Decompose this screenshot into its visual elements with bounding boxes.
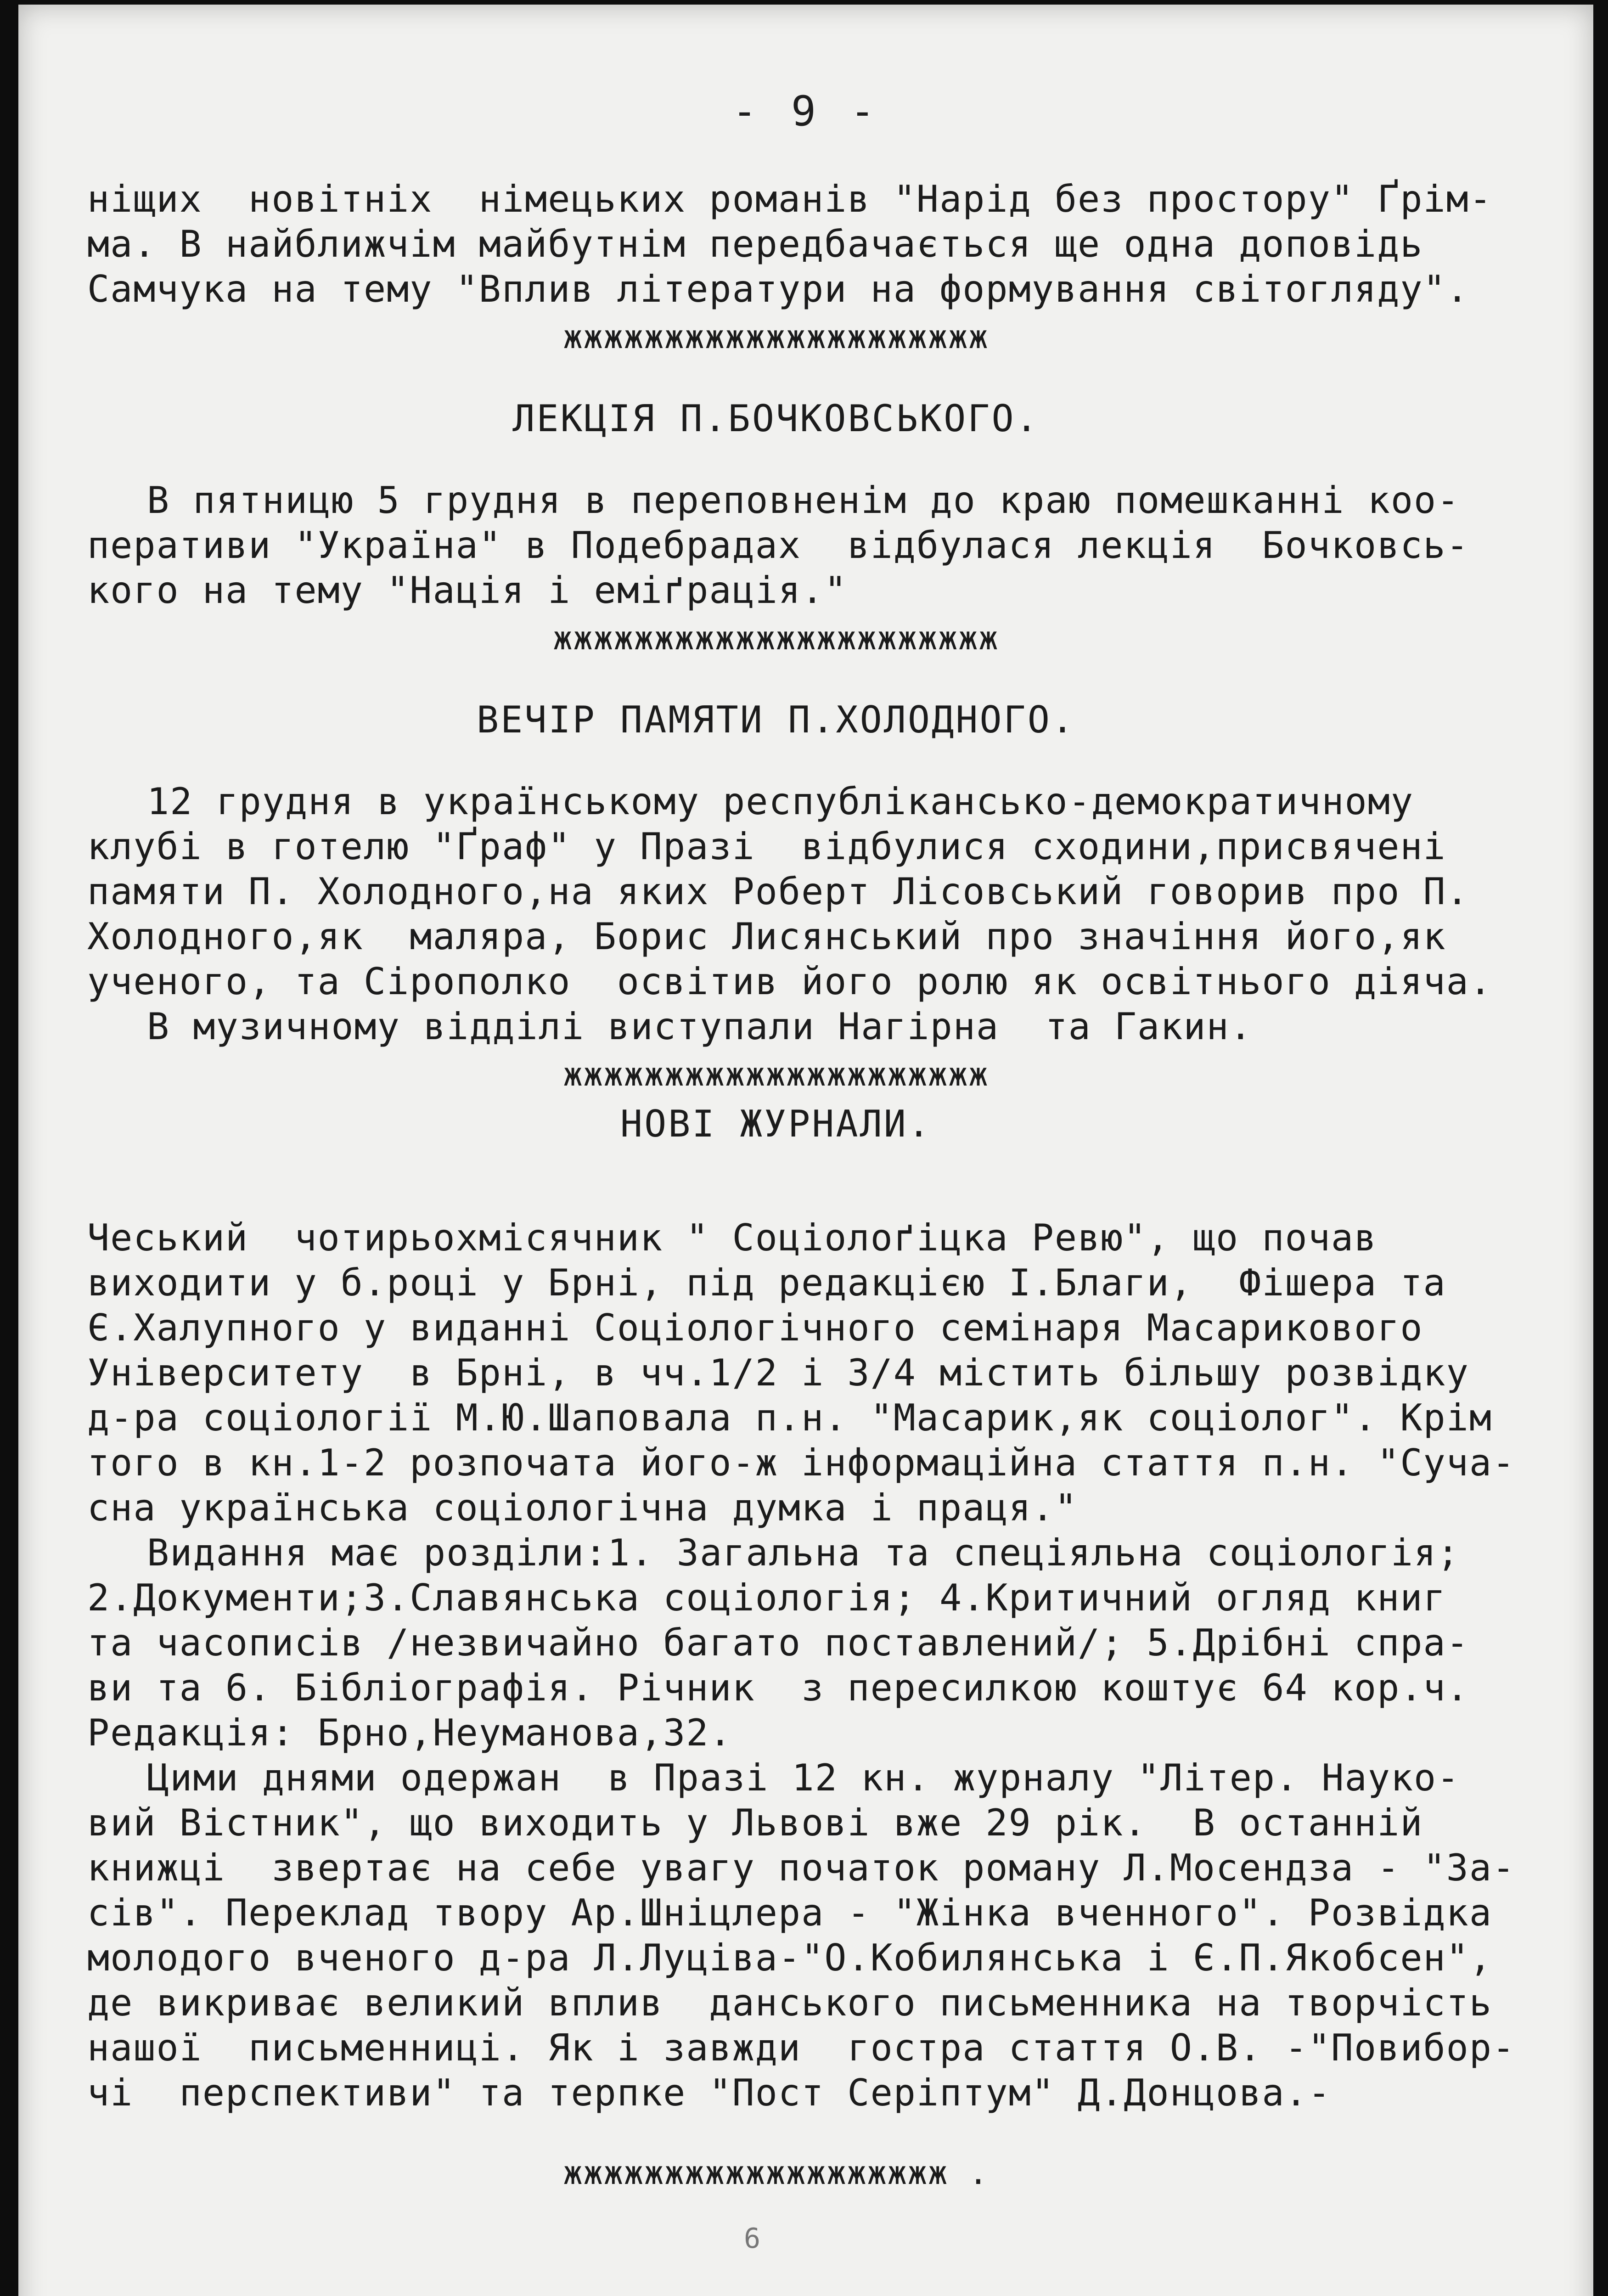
separator: жжжжжжжжжжжжжжжжжжж . (563, 2154, 989, 2192)
text-line: ма. В найближчім майбутнім передбачається ще одна доповідь (87, 223, 1423, 265)
text-line: та часописів /незвичайно багато поставлений/; 5.Дрібні спра- (87, 1621, 1469, 1664)
separator: жжжжжжжжжжжжжжжжжжжжжж (553, 619, 999, 657)
text-line: перативи "Україна" в Подебрадах відбулася лекція Бочковсь- (87, 524, 1469, 567)
text-line: кого на тему "Нація і еміґрація." (87, 569, 848, 612)
text-line: сів". Переклад твору Ар.Шніцлера - "Жінка вченного". Розвідка (87, 1891, 1493, 1934)
text-line: клубі в готелю "Ґраф" у Празі відбулися сходини,присвячені (87, 825, 1446, 868)
text-line: сна українська соціологічна думка і праця." (87, 1486, 1078, 1529)
text-line: книжці звертає на себе увагу початок роману Л.Мосендза - "За- (87, 1846, 1516, 1889)
text-line: чі перспективи" та терпке "Пост Серіптум" Д.Донцова.- (87, 2071, 1331, 2114)
text-line: виходити у б.році у Брні, під редакцією І.Благи, Фішера та (87, 1261, 1446, 1304)
text-line: Самчука на тему "Вплив літератури на формування світогляду". (87, 268, 1469, 310)
journals-paragraph-2 (87, 1531, 1469, 1756)
separator: жжжжжжжжжжжжжжжжжжжжж (563, 318, 989, 356)
text-line: В пятницю 5 грудня в переповненім до краю помешканні коо- (147, 479, 1460, 522)
page-number: - 9 - (732, 87, 880, 135)
text-line: Видання має розділи:1. Загальна та спеціяльна соціологія; (147, 1531, 1460, 1574)
evening-heading: ВЕЧІР ПАМЯТИ П.ХОЛОДНОГО. (476, 698, 1076, 741)
page-body (87, 177, 1516, 2198)
text-line: Холодного,як маляра, Борис Лисянський про значіння його,як (87, 915, 1446, 958)
text-line: 12 грудня в українському республіканськo-демократичному (147, 780, 1414, 823)
text-line: памяти П. Холодного,на яких Роберт Лісовський говорив про П. (87, 870, 1469, 913)
journals-heading: НОВІ ЖУРНАЛИ. (620, 1103, 932, 1145)
text-line: ніщих новітніх німецьких романів "Нарід без простору" Ґрім- (87, 178, 1493, 220)
evening-paragraph (87, 779, 1493, 1049)
text-line: того в кн.1-2 розпочата його-ж інформаційна стаття п.н. "Суча- (87, 1441, 1516, 1484)
text-line: нашої письменниці. Як і завжди гостра стаття О.В. -"Повибор- (87, 2026, 1516, 2069)
text-line: молодого вченого д-ра Л.Луціва-"О.Кобилянська і Є.П.Якобсен", (87, 1936, 1493, 1979)
journals-paragraph-3 (87, 1756, 1516, 2116)
text-line: В музичному відділі виступали Нагірна та Гакин. (147, 1005, 1253, 1048)
separator: жжжжжжжжжжжжжжжжжжжжж (563, 1056, 989, 1093)
text-line: ви та 6. Бібліографія. Річник з пересилкою коштує 64 кор.ч. (87, 1666, 1469, 1709)
text-line: Є.Халупного у виданні Соціологічного семінаря Масарикового (87, 1306, 1423, 1349)
text-line: де викриває великий вплив данського письменника на творчість (87, 1981, 1493, 2024)
folio-mark: 6 (744, 2223, 761, 2255)
lecture-paragraph (87, 478, 1469, 613)
text-line: Університету в Брні, в чч.1/2 і 3/4 містить більшу розвідку (87, 1351, 1469, 1394)
text-line: Чеський чотирьохмісячник " Соціолоґіцка Ревю", що почав (87, 1216, 1377, 1259)
journals-paragraph-1 (87, 1216, 1516, 1531)
lecture-heading: ЛЕКЦІЯ П.БОЧКОВСЬКОГО. (512, 397, 1040, 440)
intro-paragraph (87, 177, 1493, 312)
text-line: д-ра соціології М.Ю.Шаповала п.н. "Масарик,як соціолог". Крім (87, 1396, 1493, 1439)
text-line: Редакція: Брно,Неуманова,32. (87, 1711, 732, 1754)
text-line: Цими днями одержан в Празі 12 кн. журналу "Літер. Науко- (147, 1756, 1460, 1799)
text-line: 2.Документи;3.Славянська соціологія; 4.Критичний огляд книг (87, 1576, 1446, 1619)
document-page (18, 5, 1593, 2296)
text-line: ученого, та Сірополко освітив його ролю як освітнього діяча. (87, 960, 1493, 1003)
text-line: вий Вістник", що виходить у Львові вже 29 рік. В останній (87, 1801, 1423, 1844)
